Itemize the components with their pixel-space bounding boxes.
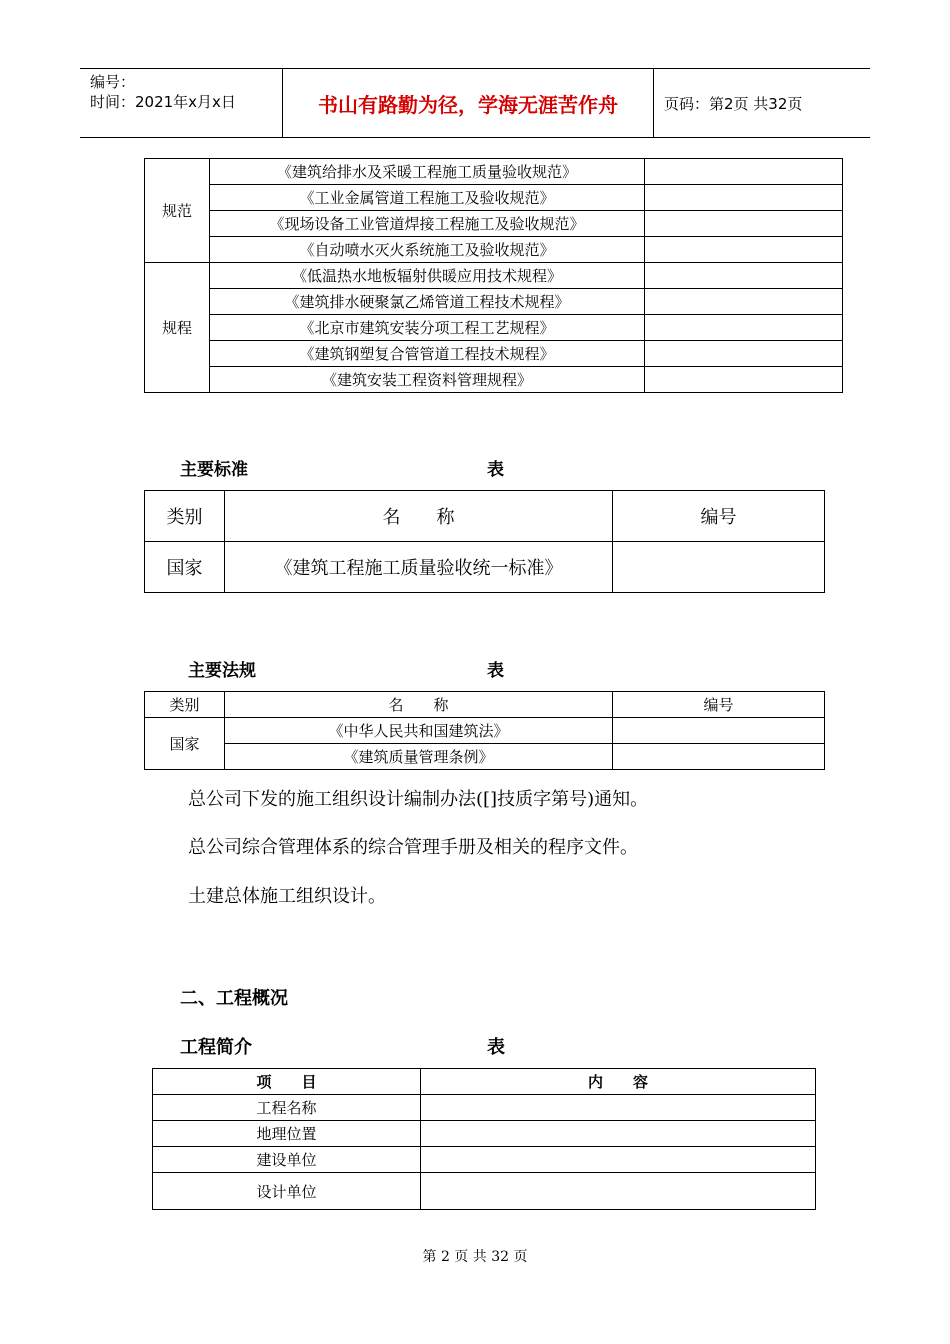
header-meta bbox=[80, 69, 283, 137]
table-header-row bbox=[153, 1069, 816, 1095]
table-row bbox=[145, 159, 843, 185]
table-row bbox=[145, 718, 825, 744]
column-header-content: 内 容 bbox=[421, 1069, 816, 1095]
column-header-name: 名 称 bbox=[225, 692, 613, 718]
code-cell bbox=[645, 237, 843, 263]
table-row bbox=[145, 315, 843, 341]
table-row bbox=[153, 1095, 816, 1121]
category-cell: 国家 bbox=[145, 542, 225, 593]
codes-table bbox=[144, 158, 843, 393]
code-cell bbox=[645, 341, 843, 367]
category-cell: 规范 bbox=[145, 159, 210, 263]
table-row bbox=[145, 185, 843, 211]
table-row bbox=[145, 211, 843, 237]
table-row bbox=[153, 1147, 816, 1173]
table-row bbox=[145, 744, 825, 770]
name-cell: 《建筑工程施工质量验收统一标准》 bbox=[225, 542, 613, 593]
column-header-category: 类别 bbox=[145, 692, 225, 718]
name-cell: 《建筑质量管理条例》 bbox=[225, 744, 613, 770]
table-row bbox=[145, 341, 843, 367]
name-cell: 《建筑钢塑复合管管道工程技术规程》 bbox=[210, 341, 645, 367]
column-header-name: 名 称 bbox=[225, 491, 613, 542]
regulations-caption-left: 主要法规 bbox=[188, 661, 256, 681]
code-cell bbox=[645, 159, 843, 185]
table-header-row bbox=[145, 491, 825, 542]
item-cell: 设计单位 bbox=[153, 1173, 421, 1210]
code-cell bbox=[645, 263, 843, 289]
name-cell: 《北京市建筑安装分项工程工艺规程》 bbox=[210, 315, 645, 341]
name-cell: 《中华人民共和国建筑法》 bbox=[225, 718, 613, 744]
regulations-caption-right: 表 bbox=[487, 661, 504, 681]
category-cell: 规程 bbox=[145, 263, 210, 393]
content-cell bbox=[421, 1121, 816, 1147]
paragraph: 总公司下发的施工组织设计编制办法([]技质字第号)通知。 bbox=[188, 789, 649, 810]
table-row bbox=[153, 1121, 816, 1147]
standards-caption-right: 表 bbox=[487, 460, 504, 480]
content-cell bbox=[421, 1173, 816, 1210]
header-time: 时间：2021年x月x日 bbox=[90, 93, 236, 111]
page-footer: 第 2 页 共 32 页 bbox=[422, 1249, 528, 1265]
table-row bbox=[145, 542, 825, 593]
name-cell: 《建筑给排水及采暖工程施工质量验收规范》 bbox=[210, 159, 645, 185]
column-header-category: 类别 bbox=[145, 491, 225, 542]
header-number: 编号： bbox=[90, 73, 136, 91]
table-row bbox=[145, 237, 843, 263]
category-cell: 国家 bbox=[145, 718, 225, 770]
paragraph: 总公司综合管理体系的综合管理手册及相关的程序文件。 bbox=[188, 837, 638, 858]
table-header-row bbox=[145, 692, 825, 718]
code-cell bbox=[613, 744, 825, 770]
code-cell bbox=[645, 185, 843, 211]
name-cell: 《低温热水地板辐射供暖应用技术规程》 bbox=[210, 263, 645, 289]
section-title: 二、工程概况 bbox=[180, 988, 288, 1009]
table-row bbox=[153, 1173, 816, 1210]
regulations-table bbox=[144, 691, 825, 770]
name-cell: 《现场设备工业管道焊接工程施工及验收规范》 bbox=[210, 211, 645, 237]
overview-caption-left: 工程简介 bbox=[180, 1037, 252, 1058]
table-row bbox=[145, 263, 843, 289]
header-motto: 书山有路勤为径，学海无涯苦作舟 bbox=[283, 69, 654, 137]
code-cell bbox=[645, 315, 843, 341]
name-cell: 《建筑排水硬聚氯乙烯管道工程技术规程》 bbox=[210, 289, 645, 315]
header-page-label: 页码：第2页 共32页 bbox=[664, 94, 803, 113]
item-cell: 地理位置 bbox=[153, 1121, 421, 1147]
code-cell bbox=[645, 289, 843, 315]
name-cell: 《建筑安装工程资料管理规程》 bbox=[210, 367, 645, 393]
code-cell bbox=[613, 542, 825, 593]
name-cell: 《工业金属管道工程施工及验收规范》 bbox=[210, 185, 645, 211]
page-header bbox=[80, 68, 870, 138]
name-cell: 《自动喷水灭火系统施工及验收规范》 bbox=[210, 237, 645, 263]
table-row bbox=[145, 367, 843, 393]
code-cell bbox=[613, 718, 825, 744]
column-header-code: 编号 bbox=[613, 692, 825, 718]
code-cell bbox=[645, 367, 843, 393]
table-row bbox=[145, 289, 843, 315]
paragraph: 土建总体施工组织设计。 bbox=[188, 886, 386, 907]
standards-caption-left: 主要标准 bbox=[180, 460, 248, 480]
column-header-item: 项 目 bbox=[153, 1069, 421, 1095]
column-header-code: 编号 bbox=[613, 491, 825, 542]
item-cell: 建设单位 bbox=[153, 1147, 421, 1173]
content-cell bbox=[421, 1147, 816, 1173]
standards-table bbox=[144, 490, 825, 593]
overview-caption-right: 表 bbox=[487, 1037, 505, 1058]
overview-table bbox=[152, 1068, 816, 1210]
item-cell: 工程名称 bbox=[153, 1095, 421, 1121]
content-cell bbox=[421, 1095, 816, 1121]
code-cell bbox=[645, 211, 843, 237]
